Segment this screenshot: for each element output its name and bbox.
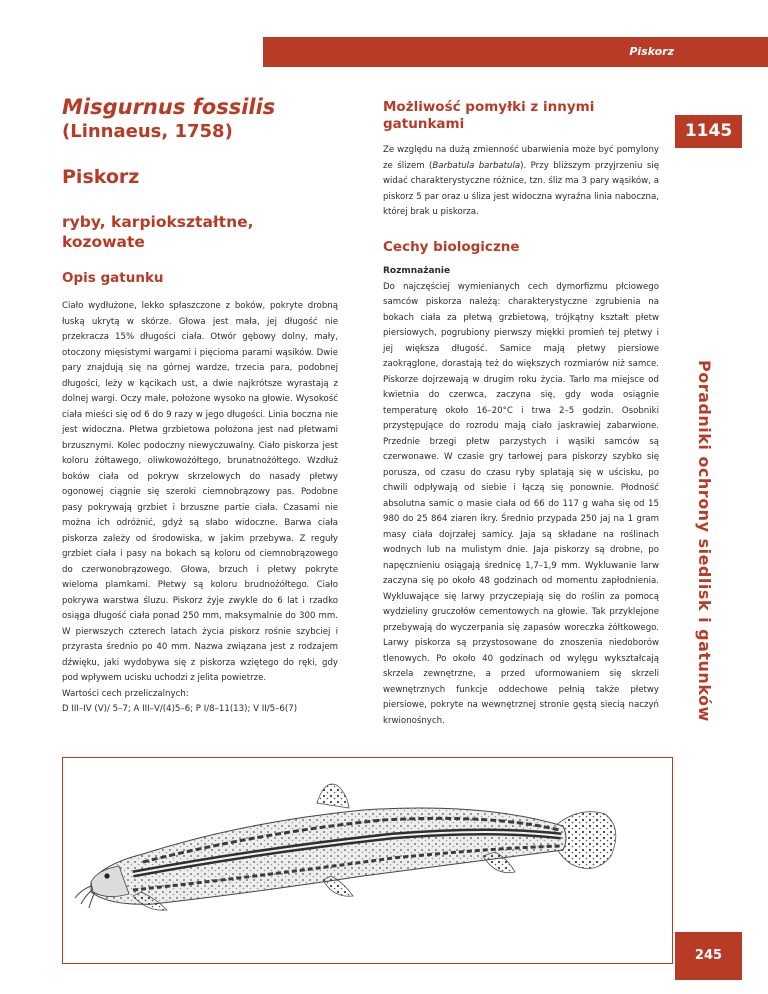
dorsal-fin: [317, 784, 349, 808]
barbel: [75, 886, 91, 898]
vertical-series-title: Poradniki ochrony siedlisk i gatunków: [695, 360, 714, 722]
meristic-label: Wartości cech przeliczalnych:: [62, 688, 189, 699]
description-text: Ciało wydłużone, lekko spłaszczone z boków, pokryte drobną łuską ukrytą w skórze. Głowa jest mała, jej długość nie przekracza 15% długości ciała. Otwór gębowy dolny, mały, otoczony mięsistymi wargami i pięcioma parami wąsików. Dwie pary znajdują się na górnej wardze, trzecia para, podobnej długości, leży w kącikach ust, a dwie najkrótsze wyrastają z dolnej wargi. Oczy małe, położone wysoko na głowie. Wysokość ciała mieści się od 6 do 9 razy w jego długości. Linia boczna nie jest widoczna. Płetwa grzbietowa położona jest nad płetwami brzusznymi. Kolec podoczny niewyczuwalny. Ciało piskorza jest koloru żółtawego, oliwkowożółtego, brunatnożółtego. Wzdłuż boków ciała od pokryw skrzelowych do nasady płetwy ogonowej ciągnie się szeroki ciemnobrązowy pas. Podobne pasy pokrywają grzbiet i brzuszne partie ciała. Czasami nie można ich odróżnić, gdyż są słabo widoczne. Barwa ciała piskorza zależy od środowiska, w jakim przebywa. Z reguły grzbiet ciała i pasy na bokach są koloru od ciemnobrązowego do czerwonobrązowego. Głowa, brzuch i płetwy pokryte wieloma plamkami. Płetwy są koloru brudnożółtego. Ciało pokrywa warstwa śluzu. Piskorz żyje zwykle do 6 lat i rzadko osiąga długość ciała ponad 250 mm, maksymalnie do 300 mm. W pierwszych czterech latach życia piskorz rośnie szybciej i przyrasta średnio po 40 mm. Nazwa związana jest z rodzajem dźwięku, jaki wydobywa się z piskorza wziętego do ręki, gdy pod wpływem ucisku uchodzi z jelita powietrze.: [62, 301, 338, 683]
confusion-heading-line-2: gatunkami: [383, 116, 465, 132]
weatherfish-illustration: [63, 758, 672, 963]
taxonomy-line-1: ryby, karpiokształtne,: [62, 213, 254, 231]
fish-illustration-frame: [62, 757, 673, 964]
confusion-body: [383, 143, 659, 221]
confusion-species: Barbatula barbatula: [432, 160, 521, 171]
barbel: [89, 892, 95, 908]
confusion-text-before: Ze względu na dużą zmienność ubarwienia może być pomylony ze ślizem (: [383, 145, 659, 171]
biology-text: Do najczęściej wymienianych cech dymorfizmu płciowego samców piskorza należą: charakterystyczne zgrubienia na bokach ciała za płetwą grzbietową, trójkątny kształt płetw piersiowych, pogrubiony pierwszy miękki promień tej płetwy i jej większa długość. Samice mają płetwy piersiowe zaokrąglone, dorastają też do większych rozmiarów niż samce. Piskorze dojrzewają w drugim roku życia. Tarło ma miejsce od kwietnia do czerwca, zaczyna się, gdy woda osiągnie temperaturę około 16–20°C i trwa 2–5 godzin. Osobniki przystępujące do rozrodu mają ciało jaskrawiej zabarwione. Przednie brzegi płetw parzystych i wąsiki samców są czerwonawe. W czasie gry tarłowej para piskorzy szybko się porusza, od czasu do czasu ryby splatają się w uścisku, po chwili odpływają od siebie i łączą się ponownie. Płodność absolutna samic o masie ciała od 66 do 117 g waha się od 15 980 do 25 864 ziaren ikry. Średnio przypada 250 jaj na 1 gram masy ciała dojrzałej samicy. Jaja są składane na roślinach wodnych lub na mulistym dnie. Jaja piskorzy są drobne, po napęcznieniu osiągają średnicę 1,7–1,9 mm. Wykluwanie larw zaczyna się po około 48 godzinach od momentu zapłodnienia. Wykluwające się larwy przyczepiają się do roślin za pomocą wydzieliny gruczołów cementowych na głowie. Tak przyklejone przebywają do wyczerpania się zapasów woreczka żółtkowego. Larwy piskorza są przystosowane do znoszenia niedoborów tlenowych. Po około 40 godzinach od wylęgu wykształcają skrzela zewnętrzne, a przed uformowaniem się skrzeli wewnętrznych funkcje oddechowe pełnią także płetwy piersiowe, pokryte na wewnętrznej stronie gęstą siecią naczyń krwionośnych.: [383, 281, 659, 726]
biology-heading: Cechy biologiczne: [383, 239, 520, 255]
confusion-heading-line-1: Możliwość pomyłki z innymi: [383, 99, 595, 115]
species-author: (Linnaeus, 1758): [62, 121, 233, 142]
header-label: Piskorz: [629, 45, 674, 58]
meristic-values: D III–IV (V)/ 5–7; A III–V/(4)5–6; P I/8–11(13); V II/5–6(7): [62, 704, 298, 714]
common-name: Piskorz: [62, 166, 140, 188]
taxonomy-line-2: kozowate: [62, 233, 145, 251]
confusion-heading: [383, 99, 633, 133]
header-bar: [263, 37, 768, 67]
fish-eye: [104, 873, 109, 878]
description-heading: Opis gatunku: [62, 270, 164, 286]
biology-subheading: Rozmnażanie: [383, 266, 451, 276]
taxonomy: [62, 212, 312, 252]
scientific-name: Misgurnus fossilis: [62, 95, 276, 119]
biology-body: [383, 264, 659, 729]
description-body: [62, 299, 338, 718]
species-number-tag: 1145: [675, 115, 742, 148]
confusion-text-after: ). Przy bliższym przyjrzeniu się widać charakterystyczne różnice, tzn. śliz ma 3 pary wąsików, a piskorz 5 par oraz u śliza jest widoczna wyraźna linia naboczna, której brak u piskorza.: [383, 160, 659, 217]
page-number: 245: [675, 932, 742, 980]
